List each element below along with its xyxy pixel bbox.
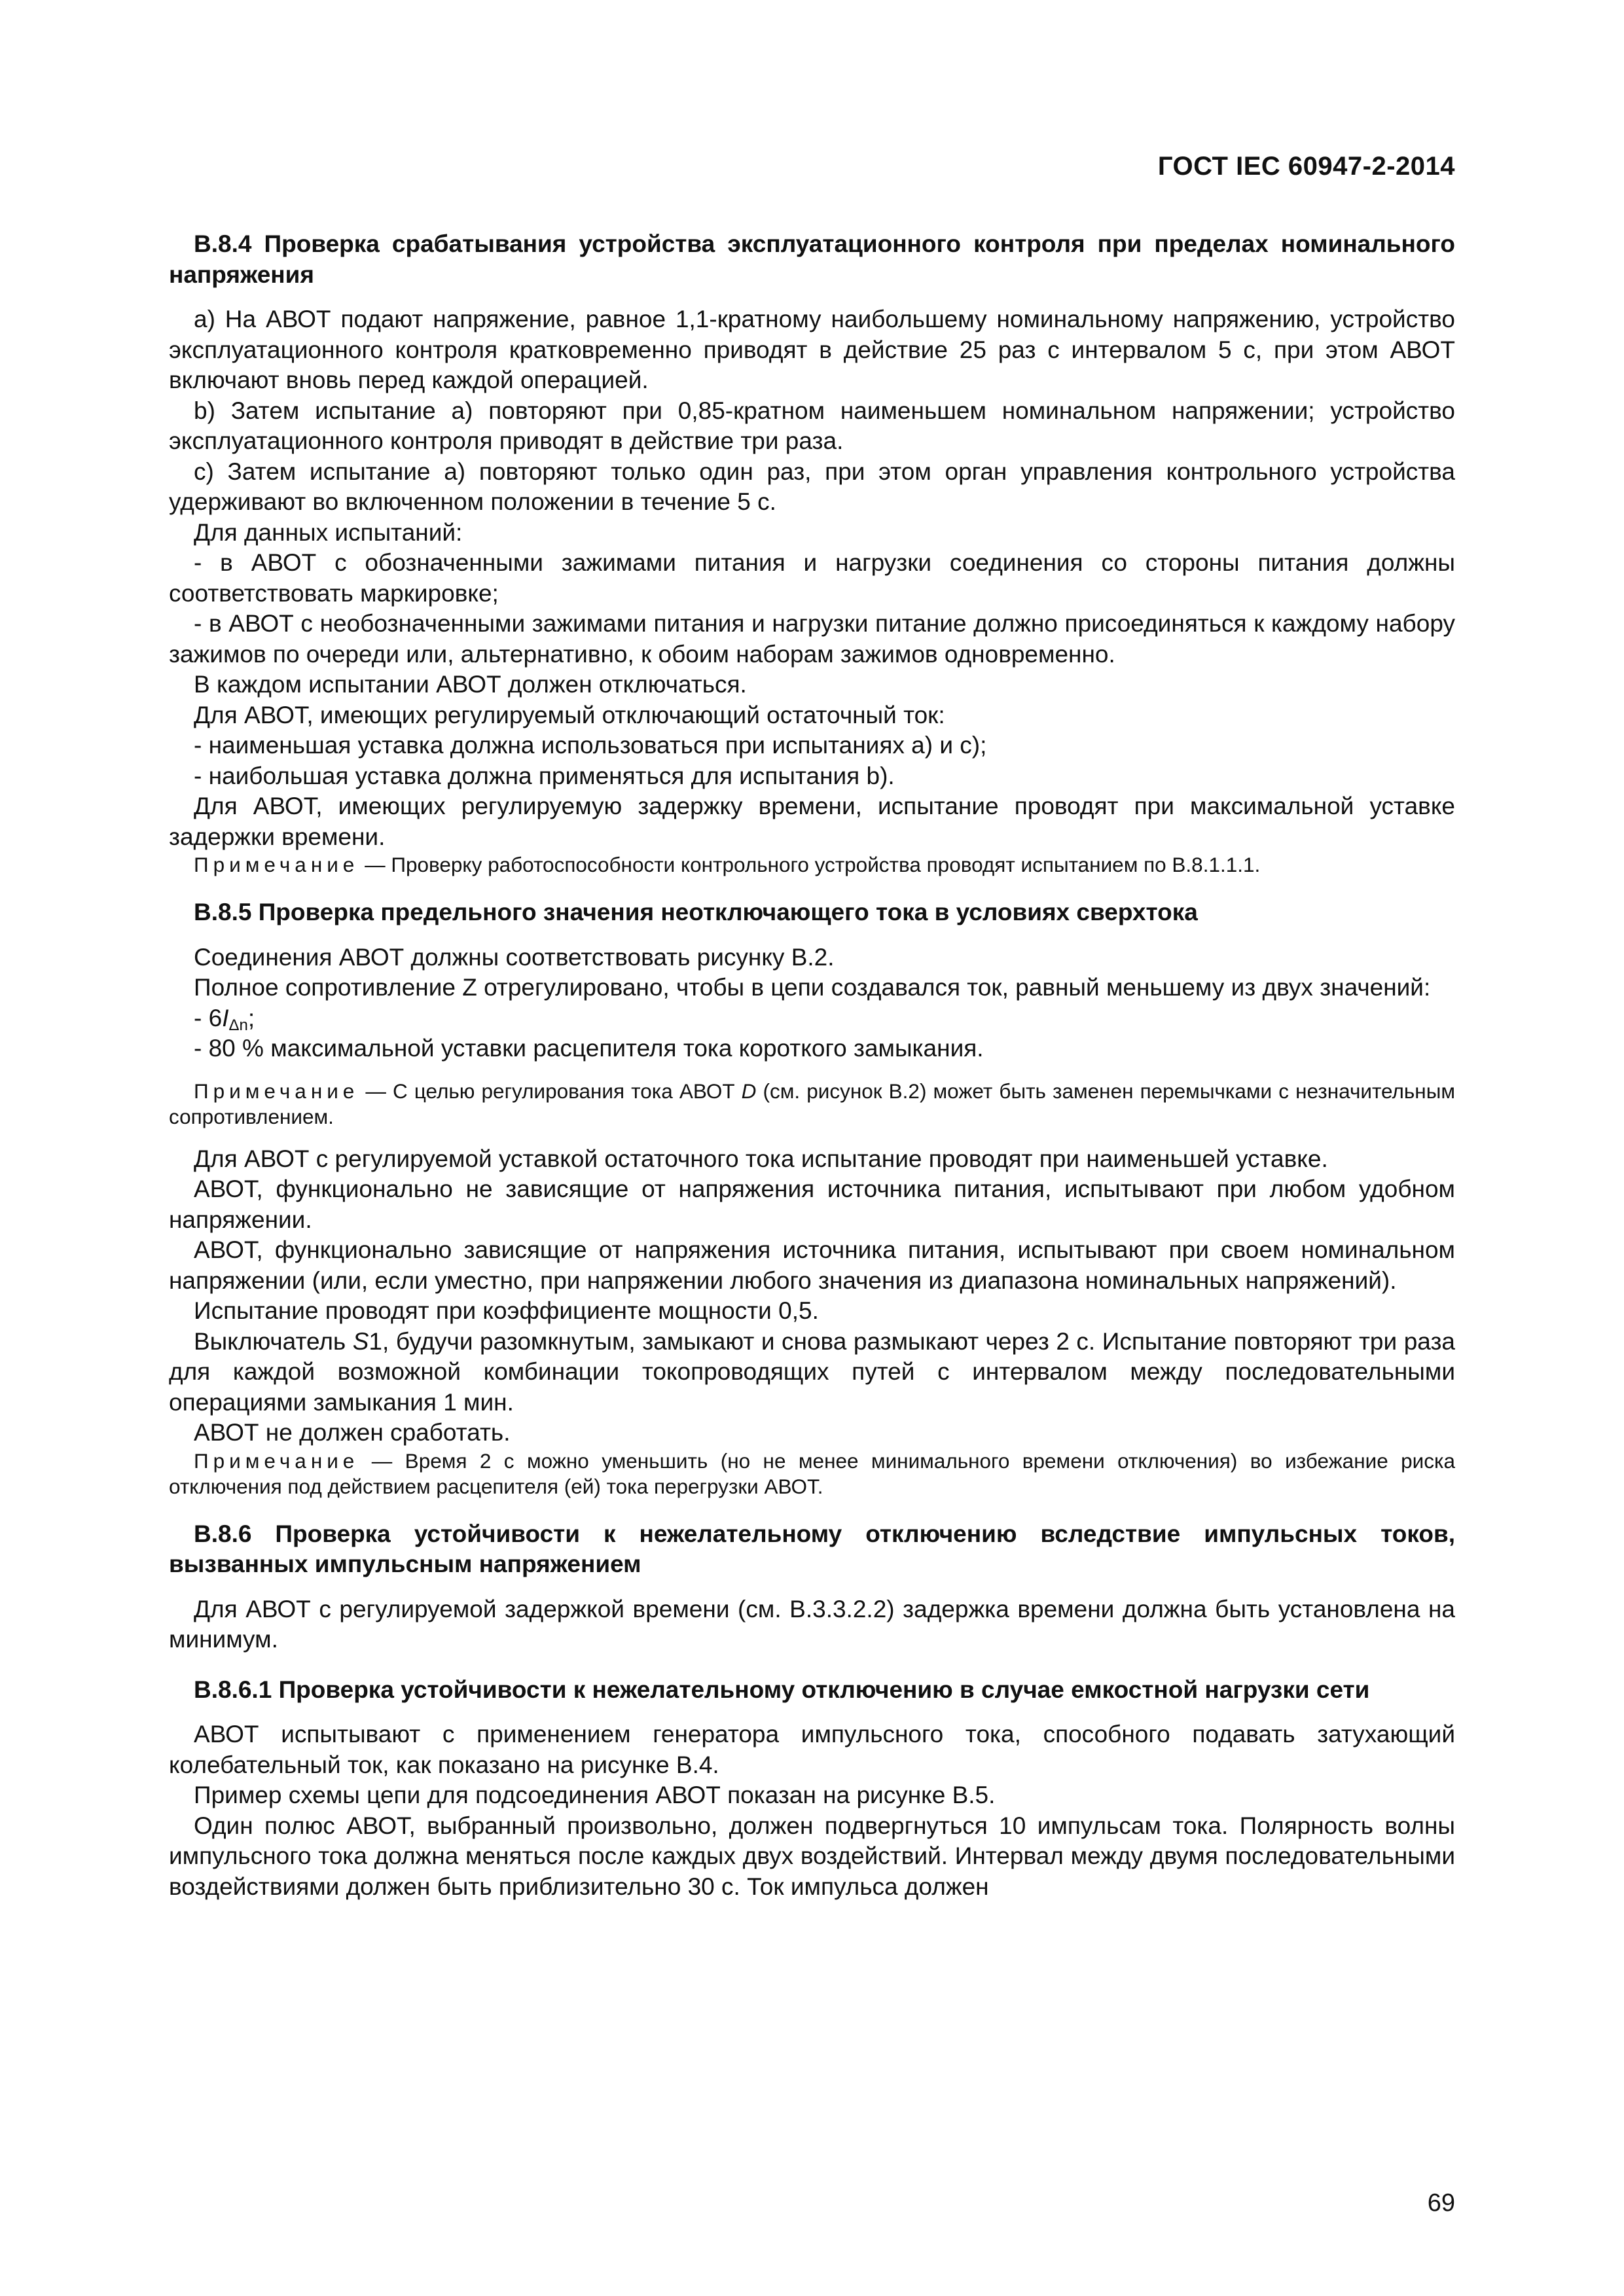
formula-suffix: ; (247, 1004, 255, 1031)
paragraph: - наибольшая уставка должна применяться для испытания b). (194, 762, 895, 789)
note-text: — Время 2 с можно уменьшить (но не менее минимального времени отключения) во избежание риска отключения под действием расцепителя (ей) тока перегрузки АВОТ. (169, 1448, 1455, 1498)
paragraph: - 80 % максимальной уставки расцепителя тока короткого замыкания. (194, 1035, 984, 1062)
paragraph (169, 1327, 1455, 1418)
note-text: — Проверку работоспособности контрольного устройства проводят испытанием по В.8.1.1.1. (359, 853, 1261, 876)
note-label: Примечание (194, 853, 359, 876)
paragraph: Полное сопротивление Z отрегулировано, чтобы в цепи создавался ток, равный меньшему из двух значений: (194, 974, 1431, 1001)
formula-symbol: I (222, 1004, 229, 1031)
switch-text: 1, будучи разомкнутым, замыкают и снова размыкают через 2 с. Испытание повторяют три раза для каждой возможной комбинации токопроводящих путей с интервалом между последовательными операциями замыкания 1 мин. (169, 1327, 1455, 1416)
page-number: 69 (1427, 2189, 1455, 2217)
note (169, 1079, 1455, 1130)
note-text: — С целью регулирования тока АВОТ (359, 1079, 742, 1103)
paragraph: АВОТ, функционально не зависящие от напряжения источника питания, испытывают при любом удобном напряжении. (169, 1175, 1455, 1233)
note-label: Примечание (194, 1448, 359, 1473)
switch-symbol: S (352, 1327, 369, 1355)
paragraph: Испытание проводят при коэффициенте мощности 0,5. (194, 1297, 819, 1324)
paragraph: a) На АВОТ подают напряжение, равное 1,1-кратному наибольшему номинальному напряжению, устройство эксплуатационного контроля кратковременно приводят в действие 25 раз с интервалом 5 с, при этом АВОТ включают вновь перед каждой операцией. (169, 306, 1455, 393)
paragraph: Для данных испытаний: (194, 518, 463, 546)
paragraph: Соединения АВОТ должны соответствовать рисунку В.2. (194, 943, 835, 971)
paragraph: АВОТ испытывают с применением генератора импульсного тока, способного подавать затухающий колебательный ток, как показано на рисунке В.4. (169, 1721, 1455, 1778)
paragraph: c) Затем испытание а) повторяют только один раз, при этом орган управления контрольного устройства удерживают во включенном положении в течение 5 с. (169, 457, 1455, 515)
paragraph: Для АВОТ, имеющих регулируемую задержку времени, испытание проводят при максимальной уставке задержки времени. (169, 793, 1455, 850)
formula-item (169, 1003, 1455, 1034)
section-heading-b-8-6-1: В.8.6.1 Проверка устойчивости к нежелательному отключению в случае емкостной нагрузки сети (194, 1676, 1370, 1703)
paragraph: В каждом испытании АВОТ должен отключаться. (194, 671, 747, 698)
switch-text: Выключатель (194, 1327, 353, 1355)
section-heading-b-8-4: В.8.4 Проверка срабатывания устройства эксплуатационного контроля при пределах номинального напряжения (169, 230, 1455, 288)
page-content (169, 229, 1455, 1902)
formula-subscript: Δn (228, 1016, 248, 1034)
paragraph: АВОТ не должен сработать. (194, 1419, 511, 1446)
note-italic: D (741, 1079, 757, 1103)
paragraph: - в АВОТ с необозначенными зажимами питания и нагрузки питание должно присоединяться к каждому набору зажимов по очереди или, альтернативно, к обоим наборам зажимов одновременно. (169, 610, 1455, 668)
paragraph: - в АВОТ с обозначенными зажимами питания и нагрузки соединения со стороны питания должны соответствовать маркировке; (169, 549, 1455, 607)
note (169, 852, 1455, 878)
paragraph: Для АВОТ с регулируемой уставкой остаточного тока испытание проводят при наименьшей уставке. (194, 1145, 1328, 1172)
document-code-header: ГОСТ IEC 60947-2-2014 (1157, 152, 1455, 181)
paragraph: Один полюс АВОТ, выбранный произвольно, должен подвергнуться 10 импульсам тока. Полярность волны импульсного тока должна меняться после каждых двух воздействий. Интервал между двумя последовательными воздействиями должен быть приблизительно 30 с. Ток импульса должен (169, 1812, 1455, 1900)
note-text: (см. рисунок В.2) может быть заменен перемычками с незначительным сопротивлением. (169, 1079, 1456, 1128)
paragraph: АВОТ, функционально зависящие от напряжения источника питания, испытывают при своем номинальном напряжении (или, если уместно, при напряжении любого значения из диапазона номинальных напряжений). (169, 1236, 1455, 1294)
paragraph: Пример схемы цепи для подсоединения АВОТ показан на рисунке В.5. (194, 1782, 996, 1808)
paragraph: b) Затем испытание а) повторяют при 0,85-кратном наименьшем номинальном напряжении; устройство эксплуатационного контроля приводят в действие три раза. (169, 397, 1455, 454)
paragraph: Для АВОТ, имеющих регулируемый отключающий остаточный ток: (194, 701, 945, 728)
section-heading-b-8-5: В.8.5 Проверка предельного значения неотключающего тока в условиях сверхтока (194, 899, 1198, 925)
paragraph: - наименьшая уставка должна использоваться при испытаниях а) и с); (194, 732, 987, 759)
section-heading-b-8-6: В.8.6 Проверка устойчивости к нежелательному отключению вследствие импульсных токов, вызванных импульсным напряжением (169, 1520, 1455, 1577)
note-label: Примечание (194, 1079, 359, 1103)
note (169, 1448, 1455, 1499)
paragraph: Для АВОТ с регулируемой задержкой времени (см. В.3.3.2.2) задержка времени должна быть установлена на минимум. (169, 1595, 1455, 1653)
formula-prefix: - 6 (194, 1004, 223, 1031)
